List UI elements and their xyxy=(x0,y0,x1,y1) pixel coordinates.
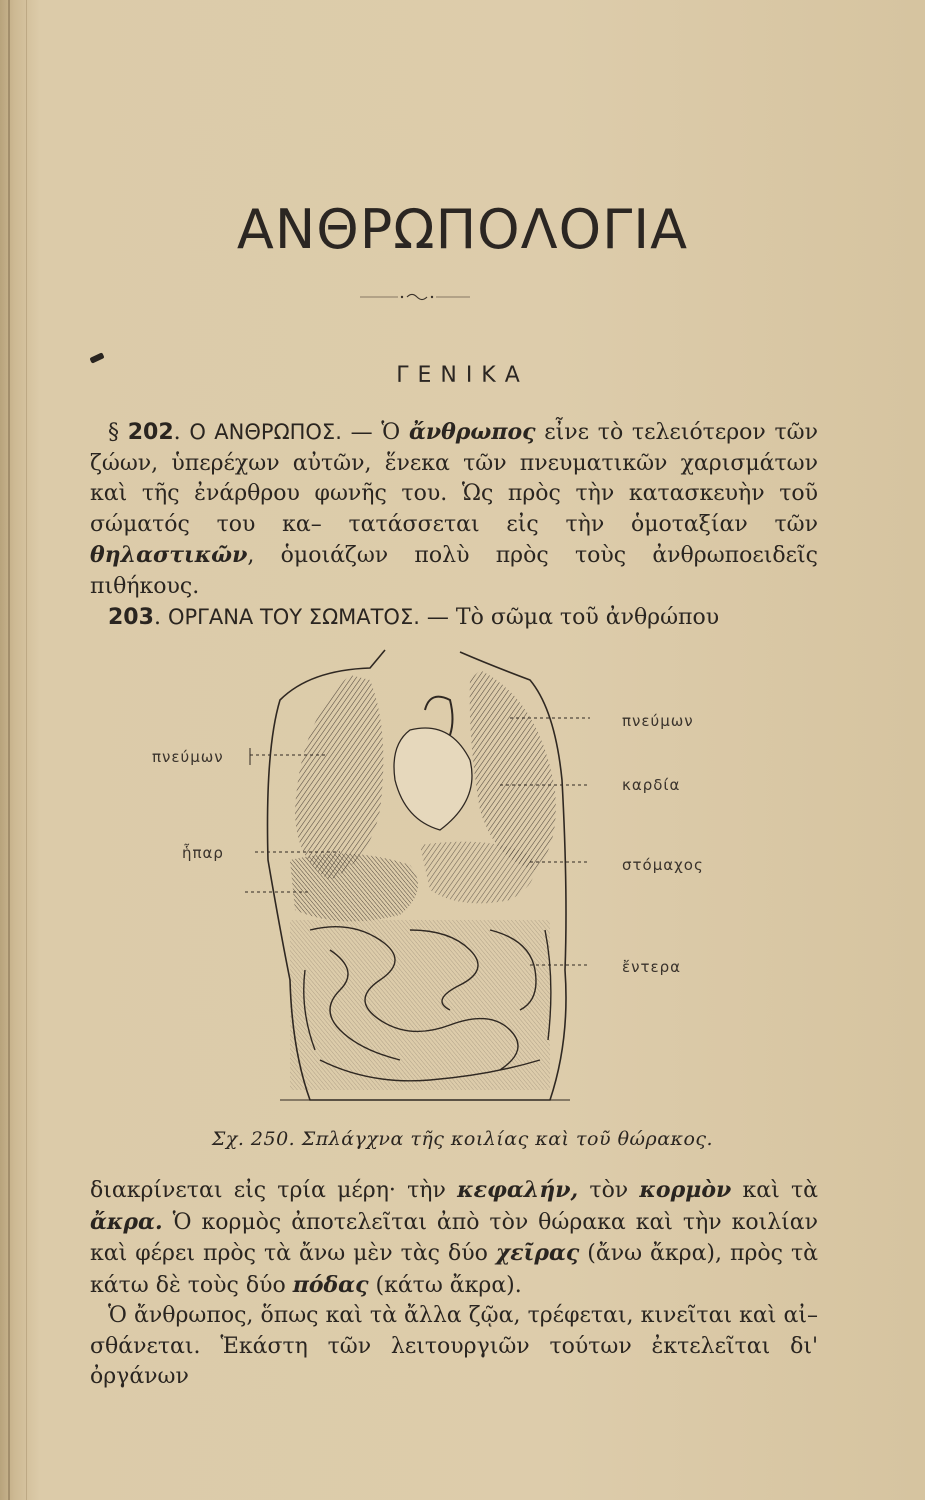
paragraph-continued xyxy=(90,1175,818,1393)
text-203: — Τὸ σῶμα τοῦ ἀνθρώπου xyxy=(419,605,720,630)
ink-mark xyxy=(89,352,104,363)
liver xyxy=(290,854,418,922)
label-stomach: στόμαχος xyxy=(622,856,704,874)
section-number-202: 202 xyxy=(127,420,174,445)
text-202-c: , ὁμοιάζων πολὺ πρὸς τοὺς ἀνθρωποειδεῖς πιθήκους. xyxy=(90,543,818,599)
emph-anthropos: ἄνθρωπος xyxy=(408,419,536,445)
label-intestines: ἔντερα xyxy=(622,958,682,976)
anatomy-illustration xyxy=(150,630,750,1120)
stomach xyxy=(420,842,535,904)
emph-thilastikon: θηλαστικῶν xyxy=(90,542,248,568)
label-heart: καρδία xyxy=(622,776,681,794)
text-202-a: — Ὁ xyxy=(341,420,409,445)
text-functions: Ὁ ἄνθρωπος, ὅπως καὶ τὰ ἄλλα ζῷα, τρέφεται, κινεῖται καὶ αἰ– σθάνεται. Ἑκάστη τῶν λειτουργιῶν τούτων ἐκτελεῖται δι' ὀργάνων xyxy=(90,1303,818,1389)
heading-203: ΟΡΓΑΝΑ ΤΟΥ ΣΩΜΑΤΟΣ. xyxy=(167,605,420,629)
text-body-1: διακρίνεται εἰς τρία μέρη· τὴν xyxy=(90,1178,458,1203)
text-body-2: τὸν xyxy=(578,1178,640,1203)
label-liver: ἧπαρ xyxy=(182,844,224,862)
paragraph-body-parts xyxy=(90,1175,818,1301)
page-title: ΑΝΘΡΩΠΟΛΟΓΙΑ xyxy=(236,198,689,261)
section-heading: ΓΕΝΙΚΑ xyxy=(396,363,529,388)
paragraph-202: § 202. Ο ΑΝΘΡΩΠΟΣ. — Ὁ ἄνθρωπος εἶνε τὸ τελειότερον τῶν ζώων, ὑπερέχων αὐτῶν, ἕνεκα τῶν πνευματικῶν χαρισμάτων καὶ τῆς ἐνάρθρου φωνῆς του. Ὡς πρὸς τὴν κατασκευὴν τοῦ σώματός του κα– τατάσσεται εἰς τὴν ὁμοταξίαν τῶν θηλαστικῶν, ὁμοιάζων πολὺ πρὸς τοὺς ἀνθρωποειδεῖς πιθήκους. xyxy=(90,419,819,599)
paragraph-functions xyxy=(90,1301,818,1393)
section-number-203: 203 xyxy=(108,605,154,630)
text-body-5: (ἄνω ἄκρα), πρὸς τὰ κάτω δὲ τοὺς δύο xyxy=(90,1241,818,1298)
section-symbol: § xyxy=(108,420,119,445)
heart xyxy=(394,728,472,830)
text-body-3: καὶ τὰ xyxy=(731,1178,818,1203)
paragraph-202-203 xyxy=(90,417,818,634)
emph-cheiras: χεῖρας xyxy=(495,1240,580,1266)
emph-kormon: κορμὸν xyxy=(639,1177,732,1203)
label-right-lung: πνεύμων xyxy=(622,712,694,730)
text-body-4: Ὁ κορμὸς ἀποτελεῖται ἀπὸ τὸν θώρακα καὶ τὴν κοιλίαν καὶ φέρει πρὸς τὰ ἄνω μὲν τὰς δύο xyxy=(90,1209,818,1266)
emph-kefali: κεφαλήν, xyxy=(457,1177,579,1203)
label-left-lung: πνεύμων xyxy=(152,748,224,766)
text-body-6: (κάτω ἄκρα). xyxy=(368,1272,522,1298)
text-202-b: εἶνε τὸ τελειότερον τῶν ζώων, ὑπερέχων αὐτῶν, ἕνεκα τῶν πνευματικῶν χαρισμάτων καὶ τῆς ἐνάρθρου φωνῆς του. Ὡς πρὸς τὴν κατασκευὴν τοῦ σώματός του κα– τατάσσεται εἰς τὴν ὁμοταξίαν τῶν xyxy=(90,420,819,537)
heading-202: Ο ΑΝΘΡΩΠΟΣ. xyxy=(189,420,342,444)
figure-caption: Σχ. 250. Σπλάγχνα τῆς κοιλίας καὶ τοῦ θώρακος. xyxy=(211,1128,714,1150)
paragraph-203: 203. ΟΡΓΑΝΑ ΤΟΥ ΣΩΜΑΤΟΣ. — Τὸ σῶμα τοῦ ἀνθρώπου xyxy=(108,605,720,630)
left-lung xyxy=(295,675,383,880)
title-ornament xyxy=(360,290,470,304)
emph-akra: ἄκρα. xyxy=(90,1208,163,1235)
emph-podas: πόδας xyxy=(292,1271,369,1298)
